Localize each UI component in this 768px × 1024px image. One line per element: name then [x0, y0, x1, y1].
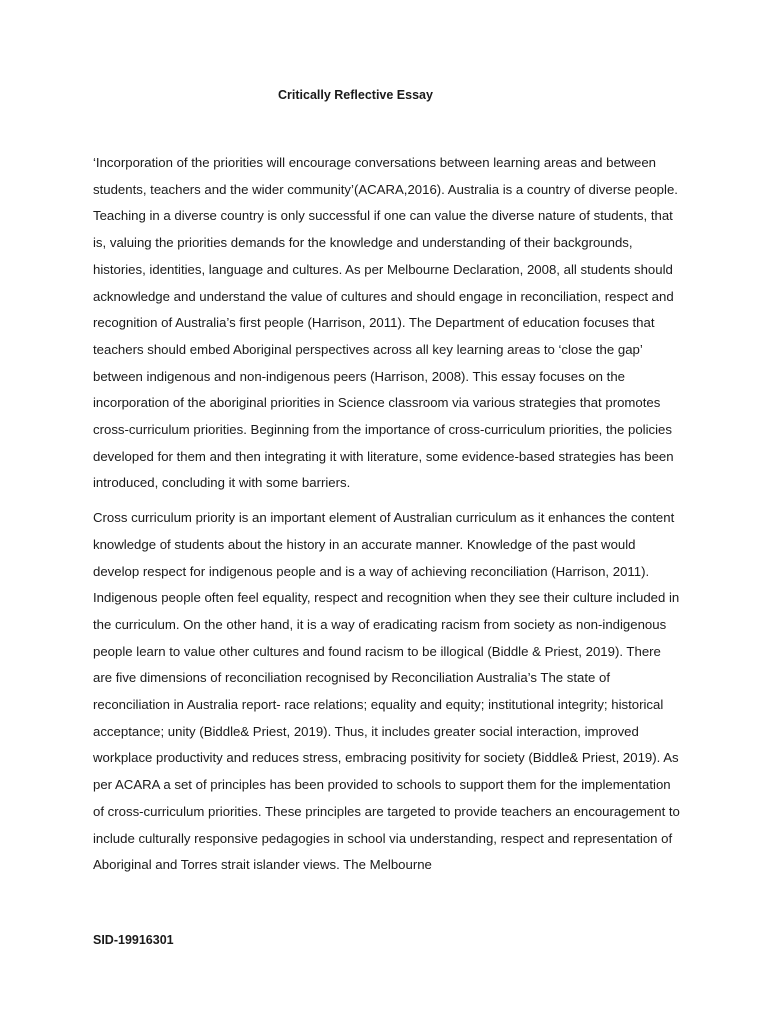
paragraph-cross-curriculum-priority: Cross curriculum priority is an important element of Australian curriculum as it enhances the content knowledge of students about the history in an accurate manner. Knowledge of the past would develop respect for indigenous people and is a way of achieving reconciliation (Harrison, 2011). Indigenous people often feel equality, respect and recognition when they see their culture included in the curriculum. On the other hand, it is a way of eradicating racism from society as non-indigenous people learn to value other cultures and found racism to be illogical (Biddle & Priest, 2019). There are five dimensions of reconciliation recognised by Reconciliation Australia’s The state of reconciliation in Australia report- race relations; equality and equity; institutional integrity; historical acceptance; unity (Biddle& Priest, 2019). Thus, it includes greater social interaction, improved workplace productivity and reduces stress, embracing positivity for society (Biddle& Priest, 2019). As per ACARA a set of principles has been provided to schools to support them for the implementation of cross-curriculum priorities. These principles are targeted to provide teachers an encouragement to include culturally responsive pedagogies in school via understanding, respect and representation of Aboriginal and Torres strait islander views. The Melbourne: [93, 510, 680, 873]
essay-body: [93, 150, 683, 887]
paragraph-introduction: ‘Incorporation of the priorities will encourage conversations between learning areas and between students, teachers and the wider community’(ACARA,2016). Australia is a country of diverse people. Teaching in a diverse country is only successful if one can value the diverse nature of students, that is, valuing the priorities demands for the knowledge and understanding of their backgrounds, histories, identities, language and cultures. As per Melbourne Declaration, 2008, all students should acknowledge and understand the value of cultures and should engage in reconciliation, respect and recognition of Australia’s first people (Harrison, 2011). The Department of education focuses that teachers should embed Aboriginal perspectives across all key learning areas to ‘close the gap’ between indigenous and non-indigenous peers (Harrison, 2008). This essay focuses on the incorporation of the aboriginal priorities in Science classroom via various strategies that promotes cross-curriculum priorities. Beginning from the importance of cross-curriculum priorities, the policies developed for them and then integrating it with literature, some evidence-based strategies has been introduced, concluding it with some barriers.: [93, 155, 678, 491]
essay-title: Critically Reflective Essay: [278, 88, 433, 102]
student-id: SID-19916301: [93, 933, 174, 947]
